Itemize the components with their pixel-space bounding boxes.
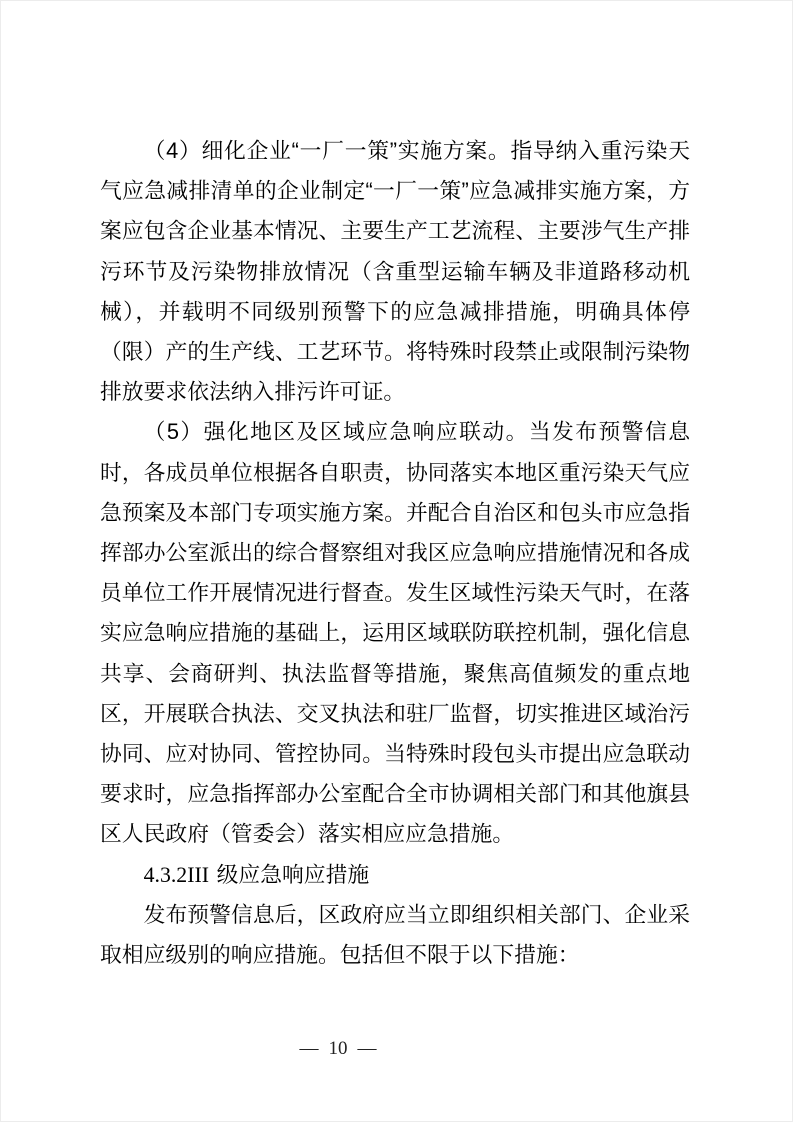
section-heading-number: 4.3.2III: [143, 862, 209, 887]
footer-dash-right: —: [357, 1038, 377, 1059]
page-body: [100, 131, 690, 975]
section-heading: [100, 855, 690, 895]
paragraph-item-4: （4）细化企业“一厂一策”实施方案。指导纳入重污染天气应急减排清单的企业制定“一厂一策”应急减排实施方案，方案应包含企业基本情况、主要生产工艺流程、主要涉气生产排污环节及污染物排放情况（含重型运输车辆及非道路移动机械），并载明不同级别预警下的应急减排措施，明确具体停（限）产的生产线、工艺环节。将特殊时段禁止或限制污染物排放要求依法纳入排污许可证。: [100, 138, 690, 405]
paragraph-item-5: （5）强化地区及区域应急响应联动。当发布预警信息时，各成员单位根据各自职责，协同落实本地区重污染天气应急预案及本部门专项实施方案。并配合自治区和包头市应急指挥部办公室派出的综合督察组对我区应急响应措施情况和各成员单位工作开展情况进行督查。发生区域性污染天气时，在落实应急响应措施的基础上，运用区域联防联控机制，强化信息共享、会商研判、执法监督等措施，聚焦高值频发的重点地区，开展联合执法、交叉执法和驻厂监督，切实推进区域治污协同、应对协同、管控协同。当特殊时段包头市提出应急联动要求时，应急指挥部办公室配合全市协调相关部门和其他旗县区人民政府（管委会）落实相应应急措施。: [100, 419, 690, 847]
page-footer: [300, 1037, 377, 1061]
section-heading-title: 级应急响应措施: [216, 861, 370, 887]
footer-dash-left: —: [299, 1038, 319, 1059]
paragraph-intro: 发布预警信息后，区政府应当立即组织相关部门、企业采取相应级别的响应措施。包括但不限于以下措施：: [100, 901, 690, 968]
page-number: 10: [328, 1038, 348, 1059]
